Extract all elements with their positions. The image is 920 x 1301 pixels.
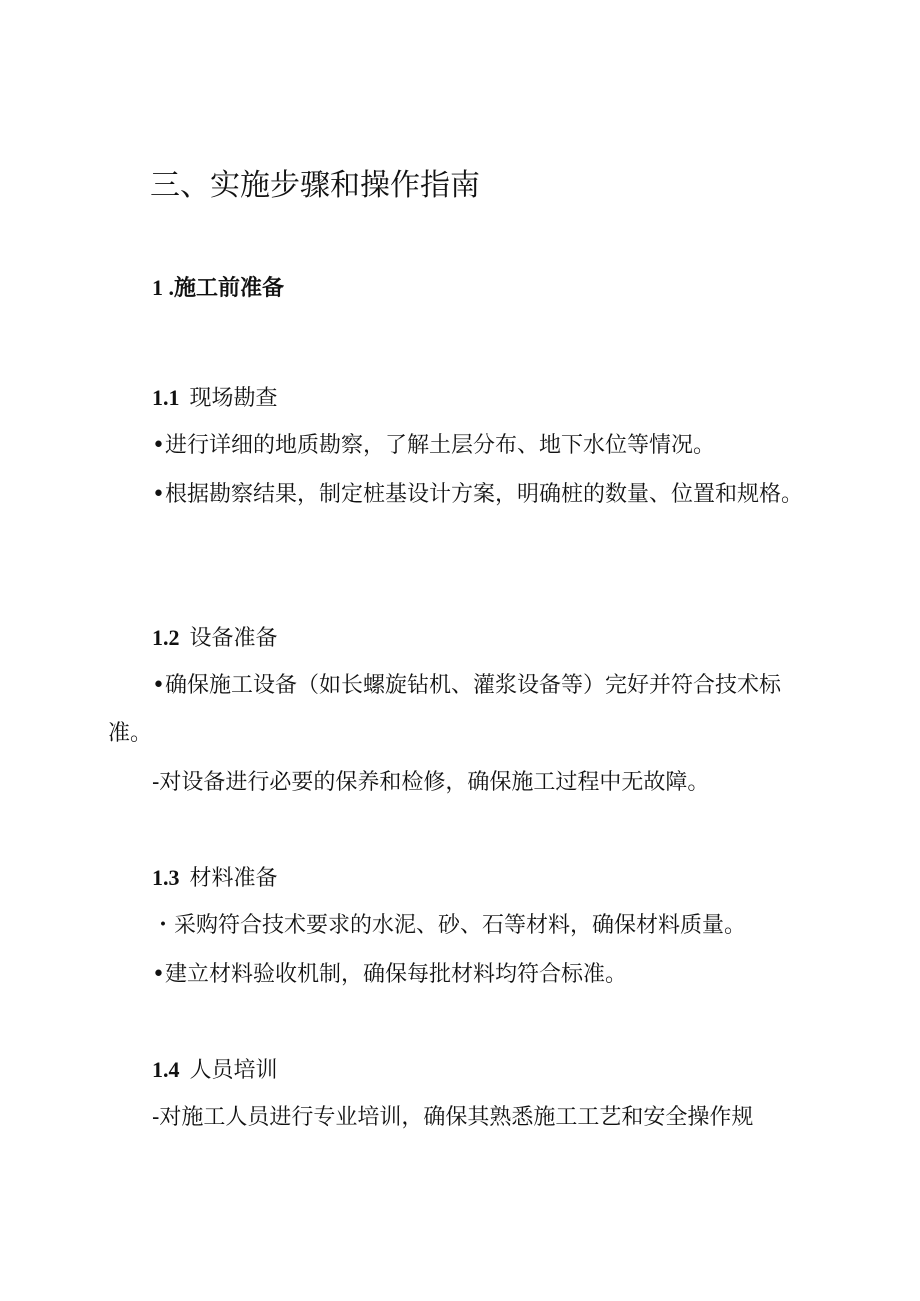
subsection-heading-1-2 (152, 620, 278, 656)
subsection-title: 人员培训 (189, 1057, 278, 1082)
section-heading: 1 .施工前准备 (152, 275, 285, 300)
subsection-title: 设备准备 (189, 625, 278, 650)
paragraph: •进行详细的地质勘察，了解土层分布、地下水位等情况。 (152, 433, 715, 458)
paragraph: •建立材料验收机制，确保每批材料均符合标准。 (152, 962, 627, 987)
subsection-heading-1-1 (152, 380, 278, 416)
page-title: 三、实施步骤和操作指南 (150, 168, 480, 203)
subsection-number: 1.1 (152, 385, 180, 410)
paragraph: -对设备进行必要的保养和检修，确保施工过程中无故障。 (152, 770, 710, 795)
subsection-title: 现场勘查 (189, 385, 278, 410)
subsection-number: 1.3 (152, 865, 180, 890)
subsection-heading-1-4 (152, 1052, 278, 1088)
paragraph: ・采购符合技术要求的水泥、砂、石等材料，确保材料质量。 (152, 913, 747, 938)
paragraph: -对施工人员进行专业培训，确保其熟悉施工工艺和安全操作规 (152, 1105, 754, 1130)
subsection-title: 材料准备 (189, 865, 278, 890)
paragraph: •根据勘察结果，制定桩基设计方案，明确桩的数量、位置和规格。 (152, 482, 803, 507)
subsection-heading-1-3 (152, 860, 278, 896)
subsection-number: 1.4 (152, 1057, 180, 1082)
paragraph: •确保施工设备（如长螺旋钻机、灌浆设备等）完好并符合技术标准。 (108, 673, 781, 746)
subsection-number: 1.2 (152, 625, 180, 650)
